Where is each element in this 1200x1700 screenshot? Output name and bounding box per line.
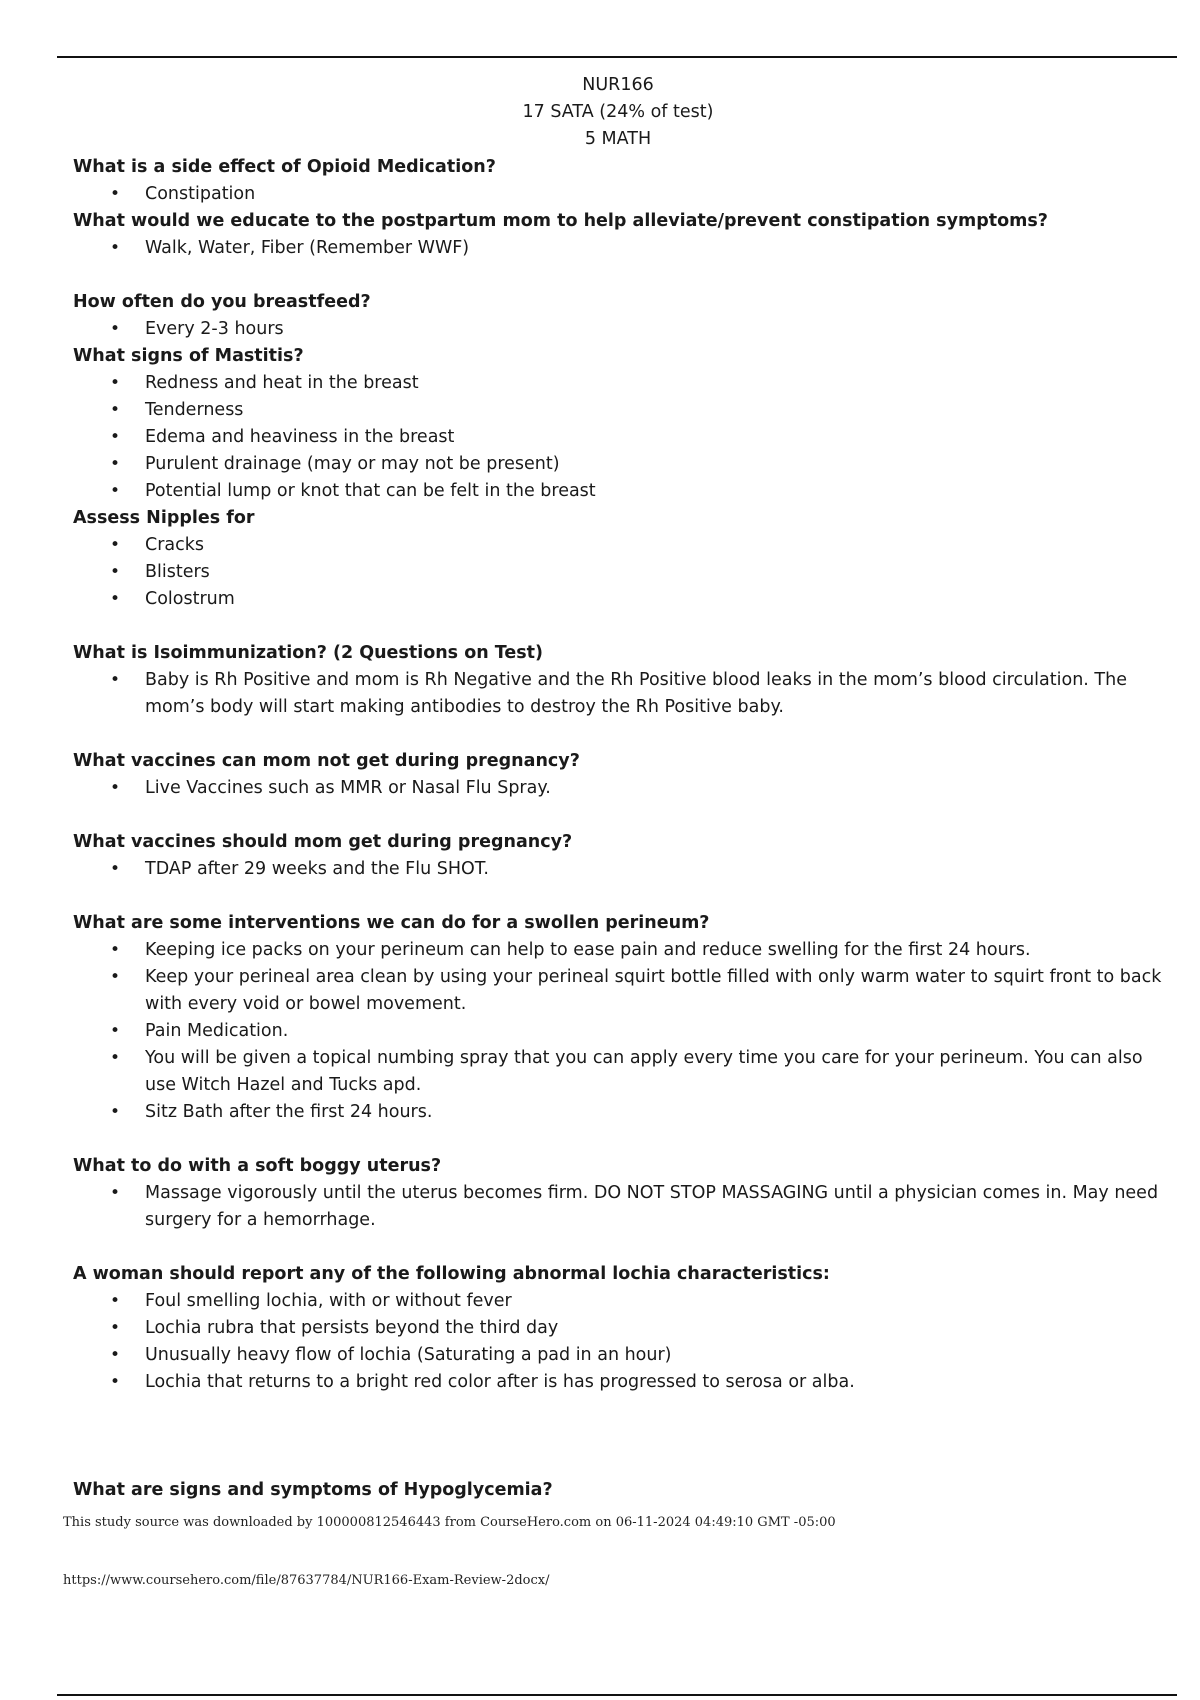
course-code: NUR166 (582, 75, 654, 95)
answer-list (73, 775, 1173, 802)
question-heading: How often do you breastfeed? (73, 292, 371, 312)
question-heading: What is Isoimmunization? (2 Questions on Test) (73, 643, 544, 663)
answer-list (73, 532, 1173, 613)
section-breastfeed-frequency (73, 289, 1173, 343)
answer-list (73, 856, 1173, 883)
document-body (73, 154, 1173, 1504)
section-abnormal-lochia (73, 1261, 1173, 1396)
list-item: • Constipation (145, 181, 1173, 208)
answer-list (73, 1288, 1173, 1396)
answer-list (73, 181, 1173, 208)
question-heading: What would we educate to the postpartum mom to help alleviate/prevent constipation symptoms? (73, 211, 1048, 231)
section-opioid-side-effect (73, 154, 1173, 208)
question-heading: Assess Nipples for (73, 508, 255, 528)
question-heading: What is a side effect of Opioid Medication? (73, 157, 496, 177)
answer-list (73, 937, 1173, 1126)
list-item: • Walk, Water, Fiber (Remember WWF) (145, 235, 1173, 262)
answer-list (73, 235, 1173, 262)
list-item: • Purulent drainage (may or may not be present) (145, 451, 1173, 478)
document-header (0, 72, 1200, 153)
answer-list (73, 316, 1173, 343)
bottom-rule (57, 1694, 1177, 1696)
list-item: • Live Vaccines such as MMR or Nasal Flu Spray. (145, 775, 1173, 802)
list-item: • You will be given a topical numbing spray that you can apply every time you care for your perineum. You can also use Witch Hazel and Tucks apd. (145, 1045, 1173, 1099)
question-heading: What are signs and symptoms of Hypoglycemia? (73, 1480, 553, 1500)
list-item: • Massage vigorously until the uterus becomes firm. DO NOT STOP MASSAGING until a physician comes in. May need surgery for a hemorrhage. (145, 1180, 1173, 1234)
list-item: • Pain Medication. (145, 1018, 1173, 1045)
list-item: • Colostrum (145, 586, 1173, 613)
list-item: • Keeping ice packs on your perineum can help to ease pain and reduce swelling for the first 24 hours. (145, 937, 1173, 964)
list-item: • Unusually heavy flow of lochia (Saturating a pad in an hour) (145, 1342, 1173, 1369)
question-heading: What to do with a soft boggy uterus? (73, 1156, 442, 1176)
list-item: • Lochia rubra that persists beyond the third day (145, 1315, 1173, 1342)
question-heading: What signs of Mastitis? (73, 346, 304, 366)
download-notice: This study source was downloaded by 100000812546443 from CourseHero.com on 06-11-2024 04:49:10 GMT -05:00 (63, 1515, 836, 1530)
list-item: • Edema and heaviness in the breast (145, 424, 1173, 451)
section-boggy-uterus (73, 1153, 1173, 1234)
question-heading: What are some interventions we can do for a swollen perineum? (73, 913, 710, 933)
answer-list (73, 1180, 1173, 1234)
section-mastitis-signs (73, 343, 1173, 505)
list-item: • Sitz Bath after the first 24 hours. (145, 1099, 1173, 1126)
section-constipation-education (73, 208, 1173, 262)
top-rule (57, 56, 1177, 58)
math-count: 5 MATH (584, 129, 652, 149)
list-item: • Redness and heat in the breast (145, 370, 1173, 397)
list-item: • Baby is Rh Positive and mom is Rh Negative and the Rh Positive blood leaks in the mom’s blood circulation. The mom’s body will start making antibodies to destroy the Rh Positive baby. (145, 667, 1173, 721)
list-item: • Cracks (145, 532, 1173, 559)
section-hypoglycemia (73, 1477, 1173, 1504)
section-assess-nipples (73, 505, 1173, 613)
answer-list (73, 370, 1173, 505)
list-item: • Tenderness (145, 397, 1173, 424)
answer-list (73, 667, 1173, 721)
question-heading: What vaccines should mom get during pregnancy? (73, 832, 573, 852)
list-item: • Blisters (145, 559, 1173, 586)
list-item: • Every 2-3 hours (145, 316, 1173, 343)
section-isoimmunization (73, 640, 1173, 721)
sata-count: 17 SATA (24% of test) (522, 102, 714, 122)
section-swollen-perineum (73, 910, 1173, 1126)
source-url: https://www.coursehero.com/file/87637784/NUR166-Exam-Review-2docx/ (63, 1573, 550, 1588)
list-item: • Keep your perineal area clean by using your perineal squirt bottle filled with only warm water to squirt front to back with every void or bowel movement. (145, 964, 1173, 1018)
section-vaccines-not-allowed (73, 748, 1173, 802)
question-heading: A woman should report any of the following abnormal lochia characteristics: (73, 1264, 830, 1284)
section-vaccines-recommended (73, 829, 1173, 883)
question-heading: What vaccines can mom not get during pregnancy? (73, 751, 580, 771)
list-item: • TDAP after 29 weeks and the Flu SHOT. (145, 856, 1173, 883)
list-item: • Foul smelling lochia, with or without fever (145, 1288, 1173, 1315)
list-item: • Potential lump or knot that can be felt in the breast (145, 478, 1173, 505)
list-item: • Lochia that returns to a bright red color after is has progressed to serosa or alba. (145, 1369, 1173, 1396)
